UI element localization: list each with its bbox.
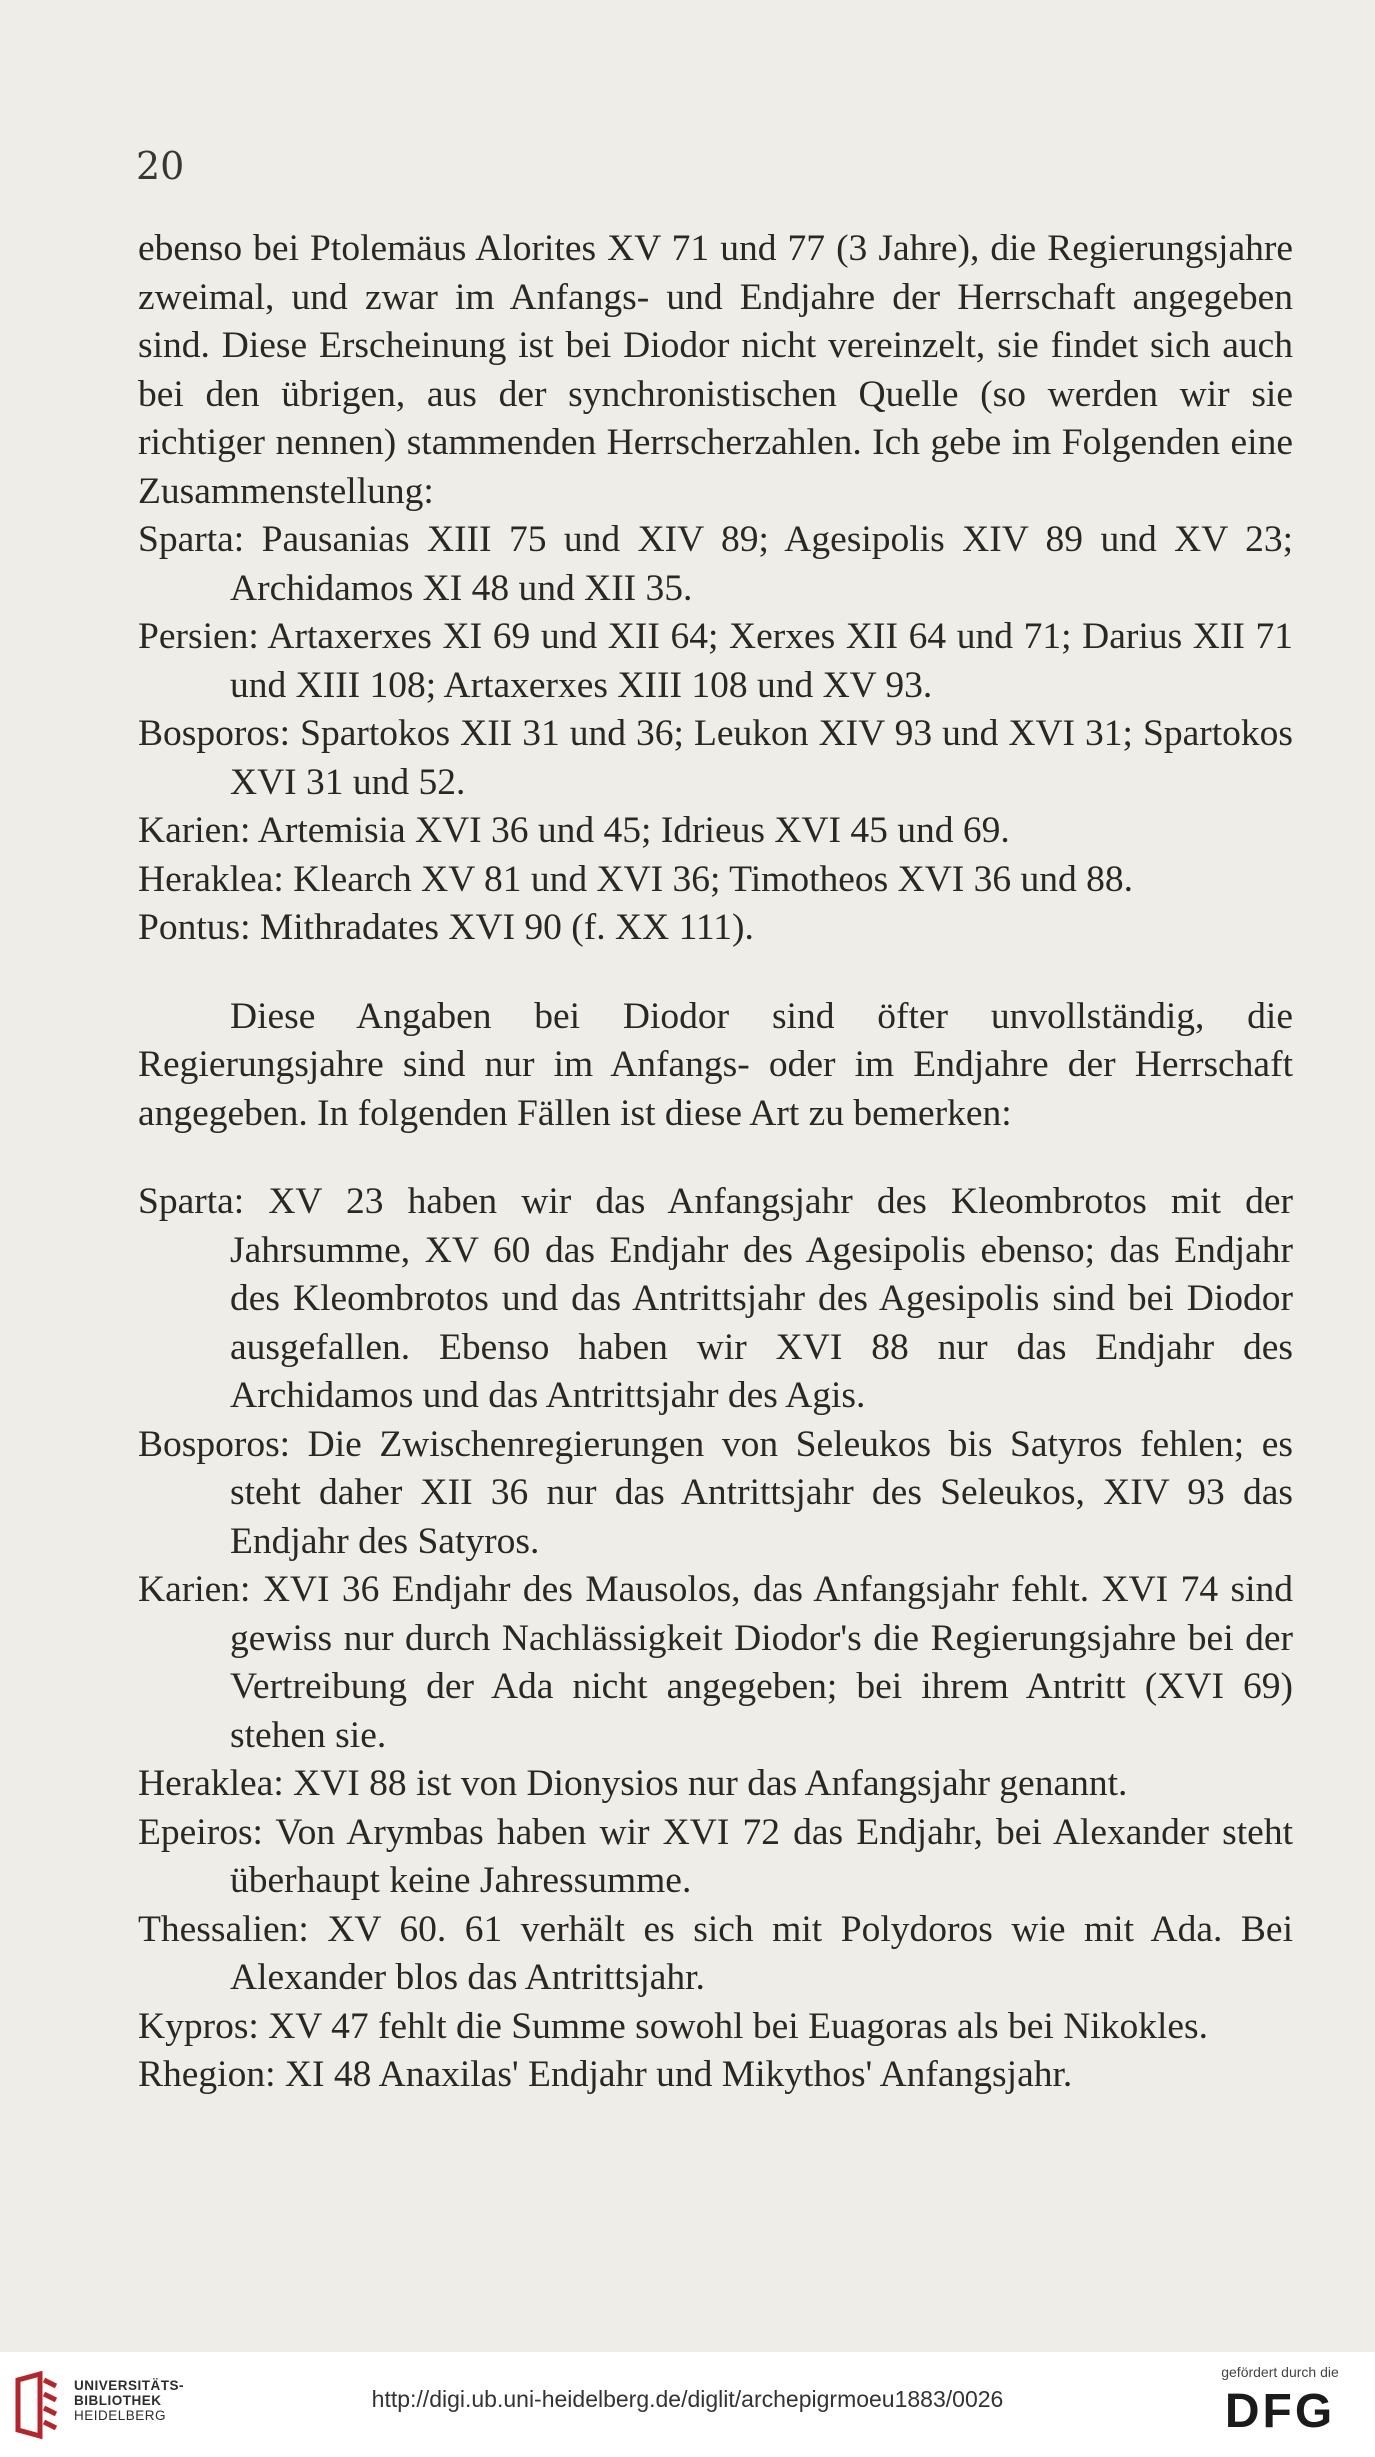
list-item: Thessalien: XV 60. 61 verhält es sich mit Polydoros wie mit Ada. Bei Alexander blos das Antrittsjahr. — [138, 1908, 1293, 1998]
list-item: Sparta: Pausanias XIII 75 und XIV 89; Agesipolis XIV 89 und XV 23; Archidamos XI 48 und XII 35. — [138, 519, 1293, 609]
list-item: Bosporos: Spartokos XII 31 und 36; Leukon XIV 93 und XVI 31; Spartokos XVI 31 und 52. — [138, 713, 1293, 803]
list-faelle — [138, 1178, 1293, 2100]
list-item: Heraklea: Klearch XV 81 und XVI 36; Timotheos XVI 36 und 88. — [138, 858, 1134, 900]
list-item: Kypros: XV 47 fehlt die Summe sowohl bei Euagoras als bei Nikokles. — [138, 2005, 1208, 2047]
permalink-url[interactable]: http://digi.ub.uni-heidelberg.de/diglit/archepigrmoeu1883/0026 — [371, 2386, 1004, 2412]
list-item: Rhegion: XI 48 Anaxilas' Endjahr und Mikythos' Anfangsjahr. — [138, 2054, 1073, 2095]
list-item: Karien: XVI 36 Endjahr des Mausolos, das Anfangsjahr fehlt. XVI 74 sind gewiss nur durch Nachlässigkeit Diodor's die Regierungsjahre bei der Vertreibung der Ada nicht angegeben; bei ihrem Antritt (XVI 69) stehen sie. — [138, 1569, 1293, 1756]
list-herrscher — [138, 516, 1293, 953]
list-item: Persien: Artaxerxes XI 69 und XII 64; Xerxes XII 64 und 71; Darius XII 71 und XIII 108; Artaxerxes XIII 108 und XV 93. — [138, 616, 1293, 706]
list-item: Pontus: Mithradates XVI 90 (f. XX 111). — [138, 907, 754, 948]
sponsor-block — [1205, 2364, 1355, 2436]
sponsor-label: gefördert durch die — [1221, 2364, 1339, 2380]
list-item: Epeiros: Von Arymbas haben wir XVI 72 das Endjahr, bei Alexander steht überhaupt keine Jahressumme. — [138, 1811, 1293, 1901]
paragraph-1: ebenso bei Ptolemäus Alorites XV 71 und 77 (3 Jahre), die Regierungsjahre zweimal, und zwar im Anfangs- und Endjahre der Herrschaft angegeben sind. Diese Erscheinung ist bei Diodor nicht vereinzelt, sie findet sich auch bei den übrigen, aus der synchronistischen Quelle (so werden wir sie richtiger nennen) stammenden Herrscherzahlen. Ich gebe im Folgenden eine Zusammenstellung: — [138, 228, 1293, 512]
list-item: Sparta: XV 23 haben wir das Anfangsjahr des Kleombrotos mit der Jahrsumme, XV 60 das Endjahr des Agesipolis ebenso; das Endjahr des Kleombrotos und das Antrittsjahr des Agesipolis sind bei Diodor ausgefallen. Ebenso haben wir XVI 88 nur das Endjahr des Archidamos und das Antrittsjahr des Agis. — [138, 1181, 1293, 1416]
list-item: Heraklea: XVI 88 ist von Dionysios nur das Anfangsjahr genannt. — [138, 1763, 1128, 1804]
page-number: 20 — [136, 144, 185, 188]
list-item: Bosporos: Die Zwischenregierungen von Seleukos bis Satyros fehlen; es steht daher XII 36 nur das Antrittsjahr des Seleukos, XIV 93 das Endjahr des Satyros. — [138, 1423, 1293, 1562]
paragraph-2: Diese Angaben bei Diodor sind öfter unvollständig, die Regierungsjahre sind nur im Anfangs- oder im Endjahre der Herrschaft angegeben. In folgenden Fällen ist diese Art zu bemerken: — [138, 995, 1293, 1134]
body-text — [138, 225, 1293, 2100]
library-line-3: HEIDELBERG — [74, 2408, 167, 2423]
list-item: Karien: Artemisia XVI 36 und 45; Idrieus XVI 45 und 69. — [138, 810, 1010, 851]
library-line-2: BIBLIOTHEK — [74, 2393, 162, 2408]
library-line-1: UNIVERSITÄTS- — [74, 2378, 185, 2393]
footer-bar — [0, 2352, 1375, 2457]
dfg-logo: DFG — [1224, 2385, 1336, 2438]
